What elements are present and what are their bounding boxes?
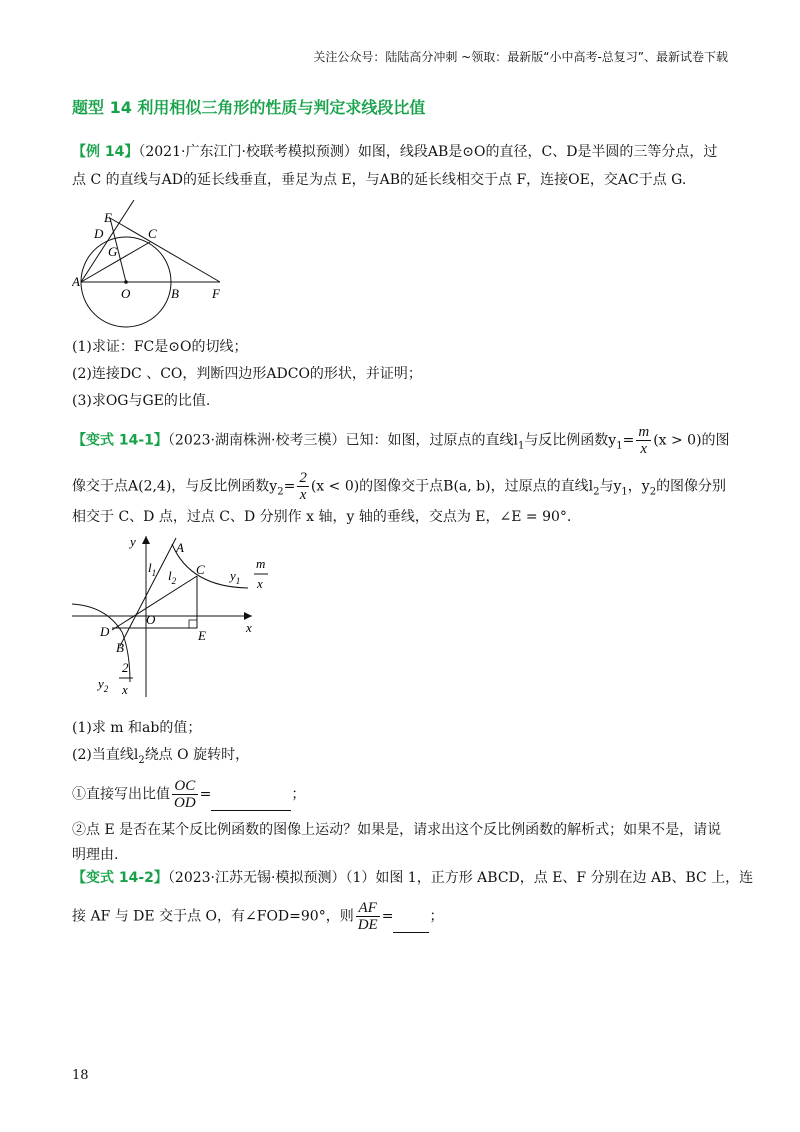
variant-14-1-text2d: ，y: [627, 478, 650, 495]
example-14-q1: (1)求证：FC是⊙O的切线；: [72, 339, 248, 355]
example-14-text1: （2021·广东江门·校联考模拟预测）如图，线段AB是⊙O的直径，C、D是半圆的三等分点，过: [138, 144, 718, 160]
fraction-2-over-x: $\frac{2}{x}$: [299, 470, 307, 503]
variant-14-2-tag: 【变式 14-2】: [72, 870, 168, 886]
fig2-label-x: x: [246, 620, 252, 635]
variant-14-1-tag: 【变式 14-1】: [72, 432, 168, 449]
fraction-m-over-x: $\frac{m}{x}$: [638, 424, 650, 457]
fig2-label-l2: $l_2$: [168, 568, 177, 586]
fig2-label-y2: $y_2$: [98, 676, 109, 694]
variant-14-1-q2-2a: ②点 E 是否在某个反比例函数的图像上运动？如果是，请求出这个反比例函数的解析式；如果不是，请说: [72, 822, 722, 838]
fig2-label-B: B: [116, 640, 124, 655]
example-14-q2: (2)连接DC 、CO，判断四边形ADCO的形状，并证明；: [72, 366, 422, 382]
example-14-tag: 【例 14】: [72, 144, 139, 160]
fig2-label-O: O: [146, 612, 156, 627]
fraction-oc-over-od: $\frac{OC}{OD}$: [174, 778, 196, 811]
variant-14-1-q2-1-text: ①直接写出比值: [72, 786, 170, 803]
variant-14-1-q2-1-end: ；: [291, 786, 306, 803]
fig1-label-A: A: [72, 274, 80, 289]
fig2-label-xden: x: [257, 576, 263, 591]
fig2-label-D: D: [100, 624, 110, 639]
fig1-label-O: O: [121, 286, 131, 301]
fig2-label-two: 2: [122, 660, 129, 675]
variant-14-1-q2-1: [72, 778, 732, 811]
variant-14-1-text1a: （2023·湖南株洲·校考三模）已知：如图，过原点的直线l: [167, 432, 518, 449]
fig2-label-y1: $y_1$: [230, 568, 241, 586]
variant-14-1-text2e: 的图像分别: [656, 478, 727, 495]
fig1-label-E: E: [104, 210, 112, 225]
answer-blank-af-de[interactable]: [393, 932, 429, 933]
fig2-label-A: A: [176, 540, 184, 555]
fig2-label-m: m: [256, 556, 266, 571]
variant-14-1-figure: [72, 532, 282, 702]
variant-14-1-q2-text: (2)当直线l: [72, 747, 139, 763]
variant-14-2-text1: （2023·江苏无锡·模拟预测）（1）如图 1，正方形 ABCD，点 E、F 分别在边 AB、BC 上，连: [167, 870, 754, 886]
variant-14-1-line3: 相交于 C、D 点，过点 C、D 分别作 x 轴，y 轴的垂线，交点为 E，∠E = 90°.: [72, 509, 572, 525]
fig2-label-E: E: [198, 628, 206, 643]
example-14-line1: [72, 140, 732, 164]
variant-14-1-q2: (2)当直线$l_2$绕点 O 旋转时，: [72, 747, 250, 766]
fig1-label-C: C: [148, 226, 157, 241]
example-14-line2: 点 C 的直线与AD的延长线垂直，垂足为点 E，与AB的延长线相交于点 F，连接OE，交AC于点 G.: [72, 172, 687, 188]
variant-14-2-line2: [72, 900, 732, 933]
page-header: 关注公众号：陆陆高分冲刺 ~领取：最新版“小中高考-总复习”、最新试卷下载: [313, 50, 728, 64]
example-14-q3: (3)求OG与GE的比值.: [72, 393, 211, 409]
fig1-label-F: F: [212, 286, 220, 301]
variant-14-1-text2a: 像交于点A(2,4)，与反比例函数y: [72, 478, 278, 495]
variant-14-1-text1c: (x > 0)的图: [653, 432, 730, 449]
variant-14-2-text2a: 接 AF 与 DE 交于点 O，有∠FOD=90°，则: [72, 908, 354, 925]
answer-blank-ratio[interactable]: [211, 810, 291, 811]
variant-14-1-q1: (1)求 m 和ab的值；: [72, 720, 202, 736]
fig2-label-C: C: [196, 562, 205, 577]
fig1-label-D: D: [94, 226, 104, 241]
variant-14-1-line1: 【变式 14-1】（2023·湖南株洲·校考三模）已知：如图，过原点的直线$l_1$与反比例函数$y_1=$ $\frac{m}{x}$ (x > 0)的图: [72, 424, 730, 457]
variant-14-1-q2-2b: 明理由.: [72, 847, 119, 863]
variant-14-2-end: ；: [429, 908, 444, 925]
fig2-label-y: y: [130, 534, 136, 549]
example-14-figure: [72, 200, 242, 330]
fig2-label-xden2: x: [122, 682, 128, 697]
variant-14-1-text2c: 与y: [599, 478, 622, 495]
variant-14-1-q2-1-eq: =: [199, 786, 212, 803]
section-title: 题型 14 利用相似三角形的性质与判定求线段比值: [72, 98, 426, 117]
fig1-label-B: B: [171, 286, 179, 301]
variant-14-1-text2b: (x < 0)的图像交于点B(a, b)，过原点的直线l: [310, 478, 594, 495]
variant-14-1-line2: 像交于点A(2,4)，与反比例函数$y_2=$ $\frac{2}{x}$ (x < 0)的图像交于点B(a, b)，过原点的直线$l_2$与$y_1$，$y_2$的图像分别: [72, 470, 727, 503]
page-number: 18: [72, 1068, 89, 1083]
variant-14-2-eq: =: [381, 908, 394, 925]
fig1-label-G: G: [108, 244, 118, 259]
variant-14-1-q2-text-b: 绕点 O 旋转时，: [144, 747, 250, 763]
fig2-label-l1: $l_1$: [148, 560, 157, 578]
variant-14-1-text1b: 与反比例函数y: [524, 432, 617, 449]
variant-14-2-line1: [72, 866, 754, 890]
fraction-af-over-de: $\frac{AF}{DE}$: [357, 900, 378, 933]
